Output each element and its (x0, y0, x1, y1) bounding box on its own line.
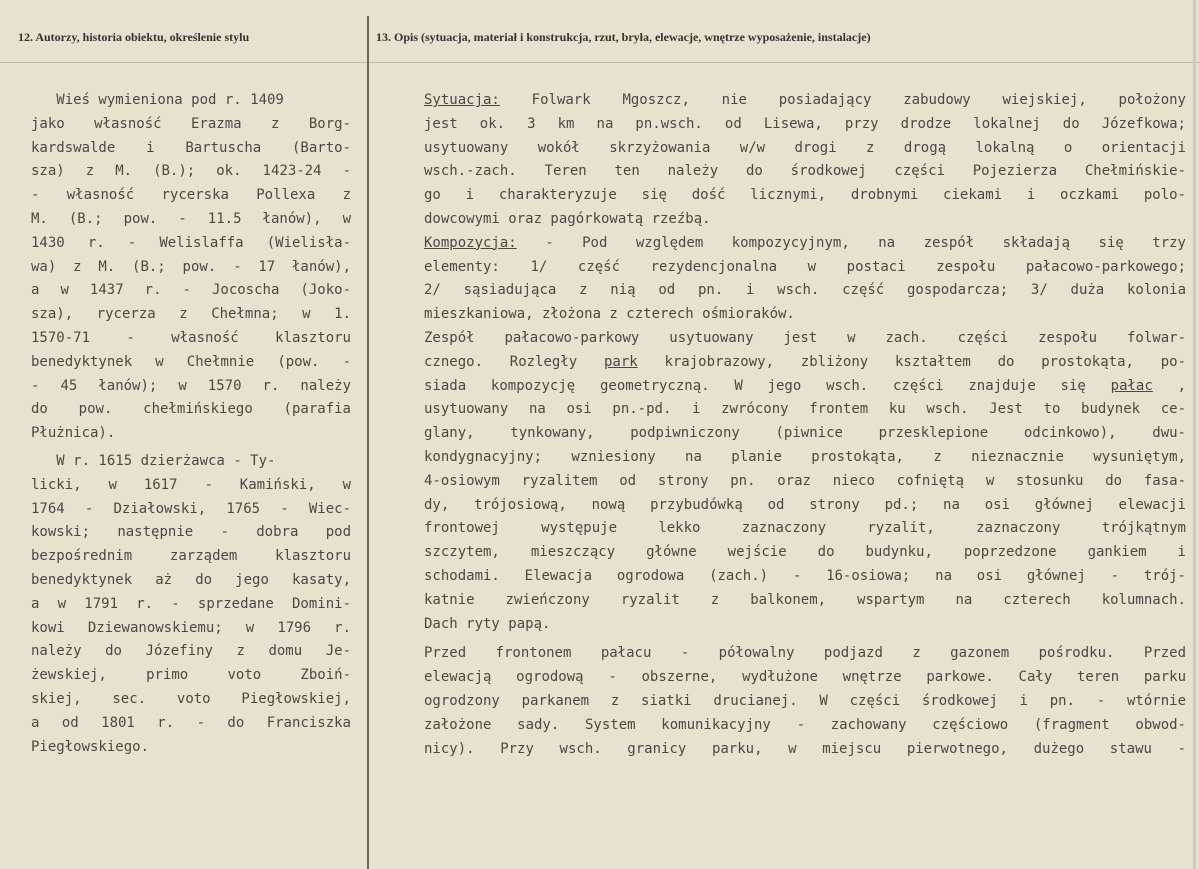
text-line: Przed frontonem pałacu - półowalny podjazd z gazonem pośrodku. Przed (424, 645, 1186, 662)
text-line: Piegłowskiego. (31, 738, 150, 755)
text-line: siada kompozycję geometryczną. W jego wsch. części znajduje się pałac , (424, 377, 1187, 394)
text-line: a od 1801 r. - do Franciszka (31, 714, 351, 731)
text-line: - własność rycerska Pollexa z (31, 187, 351, 204)
text-line: szczytem, mieszczący główne wejście do budynku, poprzedzone gankiem i (424, 544, 1186, 561)
text-line: 2/ sąsiadująca z nią od pn. i wsch. część gospodarcza; 3/ duża kolonia (424, 282, 1186, 299)
column-divider (367, 16, 369, 869)
text-line: nicy). Przy wsch. granicy parku, w miejscu pierwotnego, dużego stawu - (424, 740, 1186, 757)
text-line: należy do Józefiny z domu Je- (31, 643, 351, 660)
kompozycja-label: Kompozycja: (424, 234, 517, 251)
text-line: sza) z M. (B.); ok. 1423-24 - (31, 163, 351, 180)
park-word: park (603, 353, 638, 370)
section-12-header: 12. Autorzy, historia obiektu, określenie stylu (18, 30, 250, 44)
text-line: schodami. Elewacja ogrodowa (zach.) - 16-osiowa; na osi głównej - trój- (424, 567, 1186, 584)
text-line: wa) z M. (B.; pow. - 17 łanów), (31, 258, 351, 275)
text-line: założone sady. System komunikacyjny - zachowany częściowo (fragment obwod- (424, 716, 1186, 733)
text-line: glany, tynkowany, podpiwniczony (piwnice przesklepione odcinkowo), dwu- (424, 425, 1186, 442)
text-line: a w 1791 r. - sprzedane Domini- (31, 595, 351, 612)
text-line: Sytuacja: Folwark Mgoszcz, nie posiadający zabudowy wiejskiej, położony (424, 92, 1186, 108)
text-line: Dach ryty papą. (424, 615, 551, 632)
text-line: dy, trójosiową, nową przybudówką od strony pd.; na osi głównej elewacji (424, 496, 1186, 513)
text-line: Wieś wymieniona pod r. 1409 (31, 92, 284, 108)
text-line: usytuowany wokół skrzyżowania w/w drogi z drogą lokalną o orientacji (424, 139, 1186, 156)
text-line: sza), rycerza z Chełmna; w 1. (31, 306, 351, 323)
text-line: benedyktynek w Chełmnie (pow. - (31, 353, 351, 370)
text-line: kowi Dziewanowskiemu; w 1796 r. (31, 619, 351, 636)
text-line: żewskiej, primo voto Zboiń- (31, 667, 351, 684)
text-line: wsch.-zach. Teren ten należy do środkowej części Pojezierza Chełmińskie- (424, 163, 1186, 180)
text-line: licki, w 1617 - Kamiński, w (31, 476, 351, 493)
text-line: - 45 łanów); w 1570 r. należy (31, 377, 351, 394)
text-line: Kompozycja: - Pod względem kompozycyjnym, na zespół składają się trzy (424, 234, 1186, 251)
text-line: usytuowany na osi pn.-pd. i zwrócony frontem ku wsch. Jest to budynek ce- (424, 401, 1186, 418)
text-line: 4-osiowym ryzalitem od strony pn. oraz nieco cofniętą w stosunku do fasa- (424, 472, 1186, 489)
text-line: mieszkaniowa, złożona z czterech ośmioraków. (424, 306, 795, 323)
text-line: 1430 r. - Welislaffa (Wielisła- (31, 234, 351, 251)
text-line: jest ok. 3 km na pn.wsch. od Lisewa, przy drodze lokalnej do Józefkowa; (424, 115, 1186, 132)
text-line: skiej, sec. voto Piegłowskiej, (31, 690, 351, 707)
text-line: 1764 - Działowski, 1765 - Wiec- (31, 500, 351, 517)
palac-word: pałac (1110, 377, 1153, 394)
text-line: kondygnacyjny; wzniesiony na planie prostokąta, z nieznacznie wysuniętym, (424, 448, 1186, 465)
text-line: a w 1437 r. - Jocoscha (Joko- (31, 282, 351, 299)
text-line: do pow. chełmińskiego (parafia (31, 401, 351, 418)
header-rule (0, 62, 1199, 63)
text-line: benedyktynek aż do jego kasaty, (31, 571, 351, 588)
right-edge (1193, 0, 1196, 869)
text-line: Płużnica). (31, 425, 116, 442)
description-text (424, 89, 1186, 761)
sytuacja-label: Sytuacja: (424, 92, 500, 108)
text-line: katnie zwieńczony ryzalit z balkonem, wspartym na czterech kolumnach. (424, 591, 1186, 608)
text-line: kowski; następnie - dobra pod (31, 524, 351, 541)
text-line: W r. 1615 dzierżawca - Ty- (31, 452, 276, 469)
text-line: cznego. Rozległy park krajobrazowy, zbliżony kształtem do prostokąta, po- (424, 353, 1186, 370)
text-line: jako własność Erazma z Borg- (31, 115, 351, 132)
text-line: frontowej występuje lekko zaznaczony ryzalit, zaznaczony trójkątnym (424, 520, 1186, 537)
text-line: go i charakteryzuje się dość licznymi, drobnymi ciekami i oczkami polo- (424, 187, 1186, 204)
text-line: elewacją ogrodową - obszerne, wydłużone wnętrze parkowe. Cały teren parku (424, 669, 1186, 686)
text-line: bezpośrednim zarządem klasztoru (31, 548, 351, 565)
text-line: Zespół pałacowo-parkowy usytuowany jest w zach. części zespołu folwar- (424, 329, 1186, 346)
text-line: elementy: 1/ część rezydencjonalna w postaci zespołu pałacowo-parkowego; (424, 258, 1186, 275)
text-line: kardswalde i Bartuscha (Barto- (31, 139, 351, 156)
text-line: 1570-71 - własność klasztoru (31, 329, 351, 346)
section-13-header: 13. Opis (sytuacja, materiał i konstrukcja, rzut, bryła, elewacje, wnętrze wyposażenie, instalacje) (376, 30, 871, 44)
text-line: M. (B.; pow. - 11.5 łanów), w (31, 210, 351, 227)
history-text (31, 89, 351, 759)
text-line: ogrodzony parkanem z siatki drucianej. W części środkowej i pn. - wtórnie (424, 692, 1186, 709)
text-line: dowcowymi oraz pagórkowatą rzeźbą. (424, 210, 711, 227)
